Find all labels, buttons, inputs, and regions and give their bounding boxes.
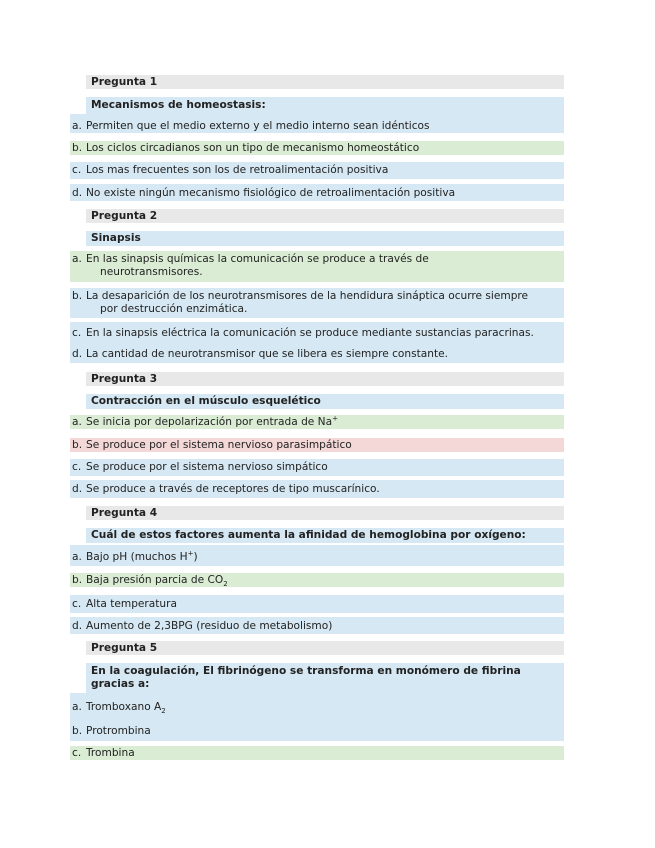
option-letter: c.	[72, 747, 82, 759]
question-title-text: Cuál de estos factores aumenta la afinidad de hemoglobina por oxígeno:	[91, 529, 526, 541]
option-letter: d.	[72, 620, 83, 632]
question-number: Pregunta 5	[91, 642, 158, 654]
answer-option-correct[interactable]	[70, 415, 564, 429]
question-title-line1: En la coagulación, El fibrinógeno se transforma en monómero de fibrina	[91, 665, 521, 677]
option-letter: b.	[72, 290, 83, 302]
answer-option[interactable]	[70, 288, 564, 318]
option-text-main: Baja presión parcia de CO	[86, 574, 224, 586]
question-title	[86, 528, 564, 543]
question-number: Pregunta 4	[91, 507, 158, 519]
option-letter: c.	[72, 164, 82, 176]
option-letter: d.	[72, 483, 83, 495]
option-text-line2: neurotransmisores.	[100, 266, 203, 278]
option-text	[86, 701, 166, 714]
option-letter: c.	[72, 461, 82, 473]
option-text: Se produce por el sistema nervioso simpático	[86, 461, 328, 473]
answer-option[interactable]	[70, 480, 564, 498]
superscript: +	[187, 549, 194, 558]
option-text: Se produce por el sistema nervioso parasimpático	[86, 439, 352, 451]
question-title	[86, 663, 564, 693]
question-header	[86, 506, 564, 520]
answer-option[interactable]	[70, 184, 564, 201]
question-number: Pregunta 2	[91, 210, 158, 222]
option-text-main: Tromboxano A	[86, 701, 162, 713]
question-number: Pregunta 1	[91, 76, 158, 88]
answer-option-correct[interactable]	[70, 141, 564, 155]
option-text: Permiten que el medio externo y el medio interno sean idénticos	[86, 120, 430, 132]
question-title-text: Contracción en el músculo esquelético	[91, 395, 321, 407]
option-letter: c.	[72, 327, 82, 339]
answer-option[interactable]	[70, 162, 564, 179]
option-letter: a.	[72, 701, 82, 713]
question-number: Pregunta 3	[91, 373, 158, 385]
question-header	[86, 372, 564, 386]
option-text: Se produce a través de receptores de tipo muscarínico.	[86, 483, 380, 495]
option-text: En la sinapsis eléctrica la comunicación se produce mediante sustancias paracrinas.	[86, 327, 534, 339]
question-title-text: Sinapsis	[91, 232, 141, 244]
answer-option[interactable]	[70, 617, 564, 634]
question-title-line2: gracias a:	[91, 678, 150, 690]
question-title	[86, 231, 564, 246]
option-text: Los ciclos circadianos son un tipo de mecanismo homeostático	[86, 142, 420, 154]
answer-option[interactable]	[70, 545, 564, 566]
answer-option[interactable]	[70, 341, 564, 363]
question-title	[86, 394, 564, 409]
option-letter: b.	[72, 725, 83, 737]
option-text: Alta temperatura	[86, 598, 177, 610]
answer-option-correct[interactable]	[70, 251, 564, 282]
answer-option[interactable]	[70, 459, 564, 476]
question-title	[86, 97, 564, 114]
option-text: No existe ningún mecanismo fisiológico de retroalimentación positiva	[86, 187, 456, 199]
question-header	[86, 641, 564, 655]
answer-option[interactable]	[70, 322, 564, 341]
question-header	[86, 209, 564, 223]
answer-option-wrong[interactable]	[70, 438, 564, 452]
option-letter: a.	[72, 416, 82, 428]
option-text-main: Se inicia por depolarización por entrada de Na	[86, 416, 333, 428]
subscript: 2	[161, 707, 166, 716]
option-text-line2: por destrucción enzimática.	[100, 303, 248, 315]
answer-option[interactable]	[70, 114, 564, 133]
answer-option-correct[interactable]	[70, 746, 564, 760]
option-text-main: Bajo pH (muchos H	[86, 551, 188, 563]
option-letter: d.	[72, 187, 83, 199]
option-letter: a.	[72, 551, 82, 563]
option-letter: b.	[72, 142, 83, 154]
option-text-line1: En las sinapsis químicas la comunicación se produce a través de	[86, 253, 429, 265]
option-text-after: )	[193, 551, 198, 563]
superscript: +	[332, 414, 338, 423]
option-text: Trombina	[86, 747, 135, 759]
option-text: La cantidad de neurotransmisor que se libera es siempre constante.	[86, 348, 449, 360]
option-text	[86, 551, 198, 564]
option-letter: b.	[72, 439, 83, 451]
question-header	[86, 75, 564, 89]
option-letter: a.	[72, 253, 82, 265]
answer-option-correct[interactable]	[70, 573, 564, 587]
option-text: Aumento de 2,3BPG (residuo de metabolismo)	[86, 620, 333, 632]
subscript: 2	[223, 580, 228, 589]
option-letter: b.	[72, 574, 83, 586]
option-text	[86, 416, 338, 429]
answer-option[interactable]	[70, 595, 564, 613]
option-text: Protrombina	[86, 725, 151, 737]
option-text	[86, 574, 228, 587]
option-text: Los mas frecuentes son los de retroalimentación positiva	[86, 164, 389, 176]
option-letter: c.	[72, 598, 82, 610]
answer-option[interactable]	[70, 693, 564, 719]
question-title-text: Mecanismos de homeostasis:	[91, 99, 266, 111]
answer-option[interactable]	[70, 719, 564, 741]
option-letter: a.	[72, 120, 82, 132]
option-letter: d.	[72, 348, 83, 360]
option-text-line1: La desaparición de los neurotransmisores de la hendidura sináptica ocurre siempre	[86, 290, 529, 302]
